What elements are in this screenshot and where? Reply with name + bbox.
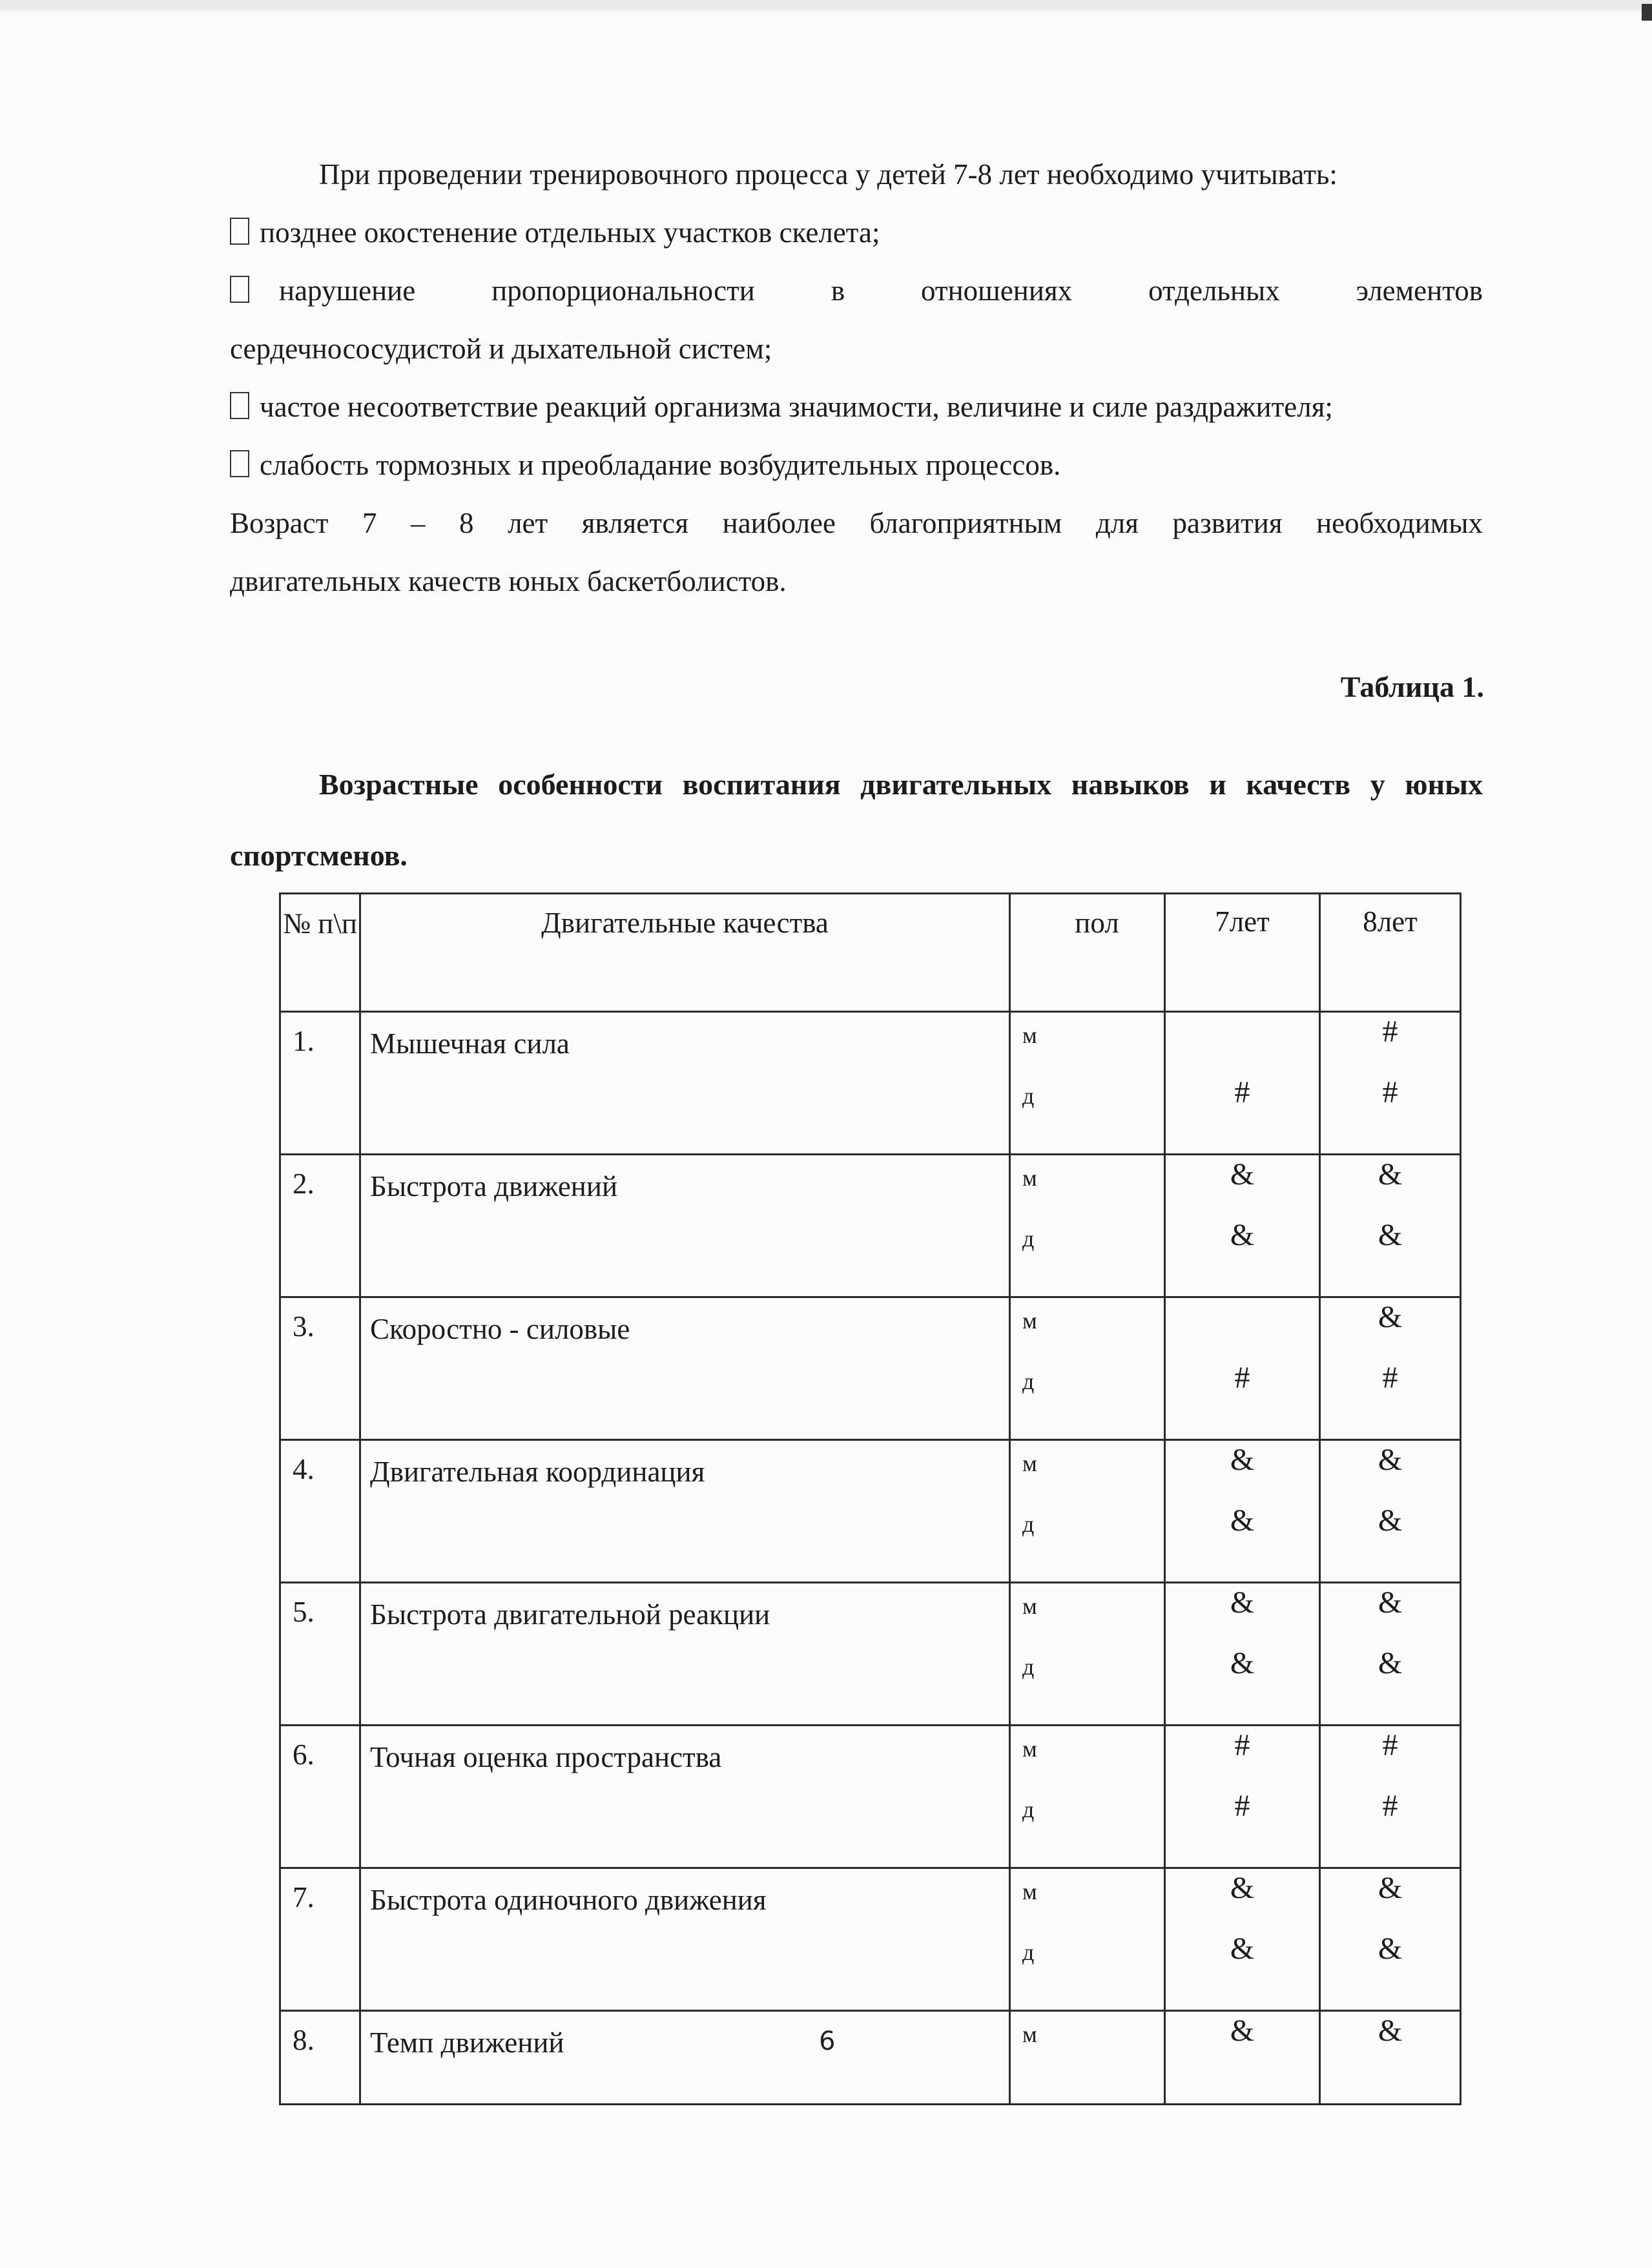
table-row [280, 1155, 1461, 1297]
age-8-cell [1320, 2011, 1461, 2105]
table-header-row [280, 894, 1461, 1012]
sex-label: д [1022, 1083, 1035, 1109]
quality-name: Скоростно - силовые [360, 1297, 1010, 1440]
row-number: 7. [280, 1868, 360, 2011]
table-row [280, 1012, 1461, 1155]
mark-symbol: & [1378, 1218, 1403, 1252]
age-8-cell [1320, 1868, 1461, 2011]
sex-cell [1010, 2011, 1165, 2105]
quality-name: Мышечная сила [360, 1012, 1010, 1155]
mark-symbol: & [1230, 1585, 1255, 1620]
mark-symbol: & [1230, 1646, 1255, 1680]
scan-top-shadow [0, 9, 1652, 12]
bullet-item [230, 378, 1483, 436]
intro-lead: При проведении тренировочного процесса у детей 7-8 лет необходимо учитывать: [319, 158, 1337, 191]
table-title-line-2: спортсменов. [230, 839, 408, 872]
closing-line-2: двигательных качеств юных баскетболистов. [230, 565, 787, 597]
intro-text [230, 145, 1483, 610]
closing-line-1: Возраст 7 – 8 лет является наиболее благоприятным для развития необходимых [230, 507, 1483, 539]
table-row [280, 1868, 1461, 2011]
age-7-cell [1165, 1012, 1320, 1155]
mark-symbol: & [1230, 1503, 1255, 1538]
checkbox-glyph-icon [230, 450, 249, 477]
mark-symbol: # [1382, 1789, 1398, 1823]
sex-label: д [1022, 1654, 1035, 1680]
mark-symbol: # [1234, 1075, 1250, 1109]
table-row [280, 1297, 1461, 1440]
age-7-cell [1165, 1583, 1320, 1726]
bullet-continuation: сердечнососудистой и дыхательной систем; [230, 333, 772, 365]
sex-label: д [1022, 1226, 1035, 1252]
sex-label: м [1022, 1022, 1037, 1048]
header-num: № п\п [280, 894, 360, 1012]
row-number: 5. [280, 1583, 360, 1726]
mark-symbol: & [1378, 1503, 1403, 1538]
table-row [280, 1726, 1461, 1868]
age-7-cell [1165, 1726, 1320, 1868]
sex-label: д [1022, 1797, 1035, 1822]
age-7-cell [1165, 2011, 1320, 2105]
header-age-8: 8лет [1320, 894, 1461, 1012]
sex-label: д [1022, 1368, 1035, 1394]
sex-label: м [1022, 2021, 1037, 2047]
mark-symbol: # [1234, 1728, 1250, 1762]
table-caption: Таблица 1. [1340, 670, 1484, 703]
mark-symbol: # [1382, 1075, 1398, 1109]
mark-symbol: & [1230, 1157, 1255, 1191]
mark-symbol: & [1378, 2014, 1403, 2048]
sex-cell [1010, 1297, 1165, 1440]
quality-name: Темп движений [360, 2011, 1010, 2105]
age-7-cell [1165, 1440, 1320, 1583]
sex-cell [1010, 1868, 1165, 2011]
table-row [280, 2011, 1461, 2105]
age-8-cell [1320, 1012, 1461, 1155]
header-quality: Двигательные качества [360, 894, 1010, 1012]
age-8-cell [1320, 1726, 1461, 1868]
mark-symbol: # [1382, 1361, 1398, 1395]
mark-symbol: # [1234, 1789, 1250, 1823]
row-number: 1. [280, 1012, 360, 1155]
checkbox-glyph-icon [230, 276, 249, 303]
bullet-item [230, 262, 1483, 320]
sex-cell [1010, 1440, 1165, 1583]
mark-symbol: & [1378, 1932, 1403, 1966]
mark-symbol: & [1378, 1443, 1403, 1477]
row-number: 4. [280, 1440, 360, 1583]
checkbox-glyph-icon [230, 392, 249, 419]
mark-symbol: & [1230, 1443, 1255, 1477]
quality-name: Двигательная координация [360, 1440, 1010, 1583]
sex-label: м [1022, 1165, 1037, 1191]
qualities-table [279, 892, 1461, 2105]
sex-label: м [1022, 1736, 1037, 1762]
mark-symbol: & [1230, 2014, 1255, 2048]
quality-name: Быстрота движений [360, 1155, 1010, 1297]
sex-label: д [1022, 1511, 1035, 1537]
age-7-cell [1165, 1155, 1320, 1297]
table-row [280, 1440, 1461, 1583]
sex-label: д [1022, 1939, 1035, 1965]
quality-name: Точная оценка пространства [360, 1726, 1010, 1868]
table-title [230, 749, 1483, 891]
quality-name: Быстрота одиночного движения [360, 1868, 1010, 2011]
mark-symbol: & [1378, 1157, 1403, 1191]
table-body [280, 1012, 1461, 2105]
bullet-text: слабость тормозных и преобладание возбудительных процессов. [260, 449, 1061, 481]
mark-symbol: & [1230, 1218, 1255, 1252]
age-7-cell [1165, 1868, 1320, 2011]
bullet-text: позднее окостенение отдельных участков скелета; [260, 216, 880, 249]
quality-name: Быстрота двигательной реакции [360, 1583, 1010, 1726]
row-number: 2. [280, 1155, 360, 1297]
mark-symbol: & [1230, 1871, 1255, 1905]
mark-symbol: # [1234, 1361, 1250, 1395]
bullet-text: нарушение пропорциональности в отношениях отдельных элементов [279, 274, 1483, 307]
mark-symbol: # [1382, 1728, 1398, 1762]
scan-corner-mark [1642, 4, 1652, 21]
page-number: 6 [819, 2026, 836, 2056]
age-8-cell [1320, 1583, 1461, 1726]
bullet-item [230, 436, 1483, 494]
sex-cell [1010, 1726, 1165, 1868]
sex-cell [1010, 1583, 1165, 1726]
header-sex: пол [1010, 894, 1165, 1012]
mark-symbol: # [1382, 1015, 1398, 1049]
sex-label: м [1022, 1450, 1037, 1476]
age-8-cell [1320, 1440, 1461, 1583]
table-row [280, 1583, 1461, 1726]
age-8-cell [1320, 1297, 1461, 1440]
header-age-7: 7лет [1165, 894, 1320, 1012]
bullet-item [230, 203, 1483, 262]
row-number: 3. [280, 1297, 360, 1440]
scan-top-edge [0, 0, 1652, 9]
mark-symbol: & [1378, 1585, 1403, 1620]
age-8-cell [1320, 1155, 1461, 1297]
row-number: 6. [280, 1726, 360, 1868]
mark-symbol: & [1230, 1932, 1255, 1966]
sex-label: м [1022, 1879, 1037, 1904]
sex-cell [1010, 1155, 1165, 1297]
table-title-line-1: Возрастные особенности воспитания двигательных навыков и качеств у юных [319, 768, 1483, 801]
sex-cell [1010, 1012, 1165, 1155]
sex-label: м [1022, 1593, 1037, 1619]
bullet-text: частое несоответствие реакций организма значимости, величине и силе раздражителя; [260, 391, 1333, 423]
age-7-cell [1165, 1297, 1320, 1440]
row-number: 8. [280, 2011, 360, 2105]
mark-symbol: & [1378, 1646, 1403, 1680]
mark-symbol: & [1378, 1300, 1403, 1334]
mark-symbol: & [1378, 1871, 1403, 1905]
checkbox-glyph-icon [230, 218, 249, 245]
sex-label: м [1022, 1308, 1037, 1334]
